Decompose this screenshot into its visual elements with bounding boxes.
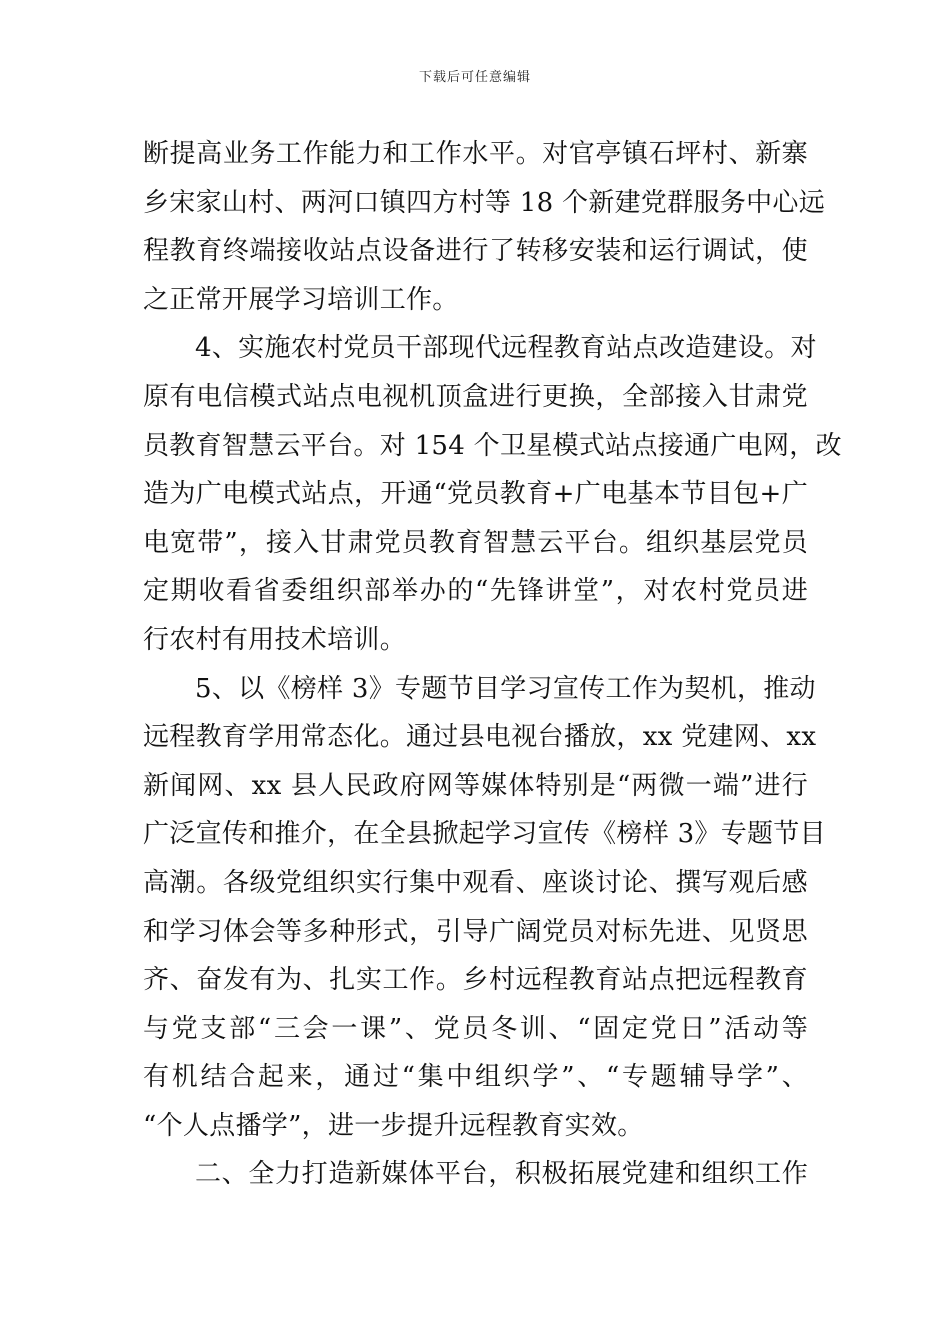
text-line: 新闻网、xx 县人民政府网等媒体特别是“两微一端”进行 — [143, 770, 808, 801]
text-line: 原有电信模式站点电视机顶盒进行更换，全部接入甘肃党 — [143, 381, 808, 412]
text-line: 和学习体会等多种形式，引导广阔党员对标先进、见贤思 — [143, 916, 808, 947]
text-line: 定期收看省委组织部举办的“先锋讲堂”，对农村党员进 — [143, 576, 808, 607]
paragraph — [143, 130, 826, 324]
text-line: 远程教育学用常态化。通过县电视台播放，xx 党建网、xx — [143, 722, 817, 753]
text-line: 广泛宣传和推介，在全县掀起学习宣传《榜样 3》专题节目 — [143, 819, 826, 850]
text-line: 高潮。各级党组织实行集中观看、座谈讨论、撰写观后感 — [143, 867, 808, 898]
text-line: 之正常开展学习培训工作。 — [143, 284, 459, 315]
page-header: 下载后可任意编辑 — [418, 70, 531, 85]
text-line: 二、全力打造新媒体平台，积极拓展党建和组织工作 — [195, 1159, 808, 1190]
text-line: 4、实施农村党员干部现代远程教育站点改造建设。对 — [195, 333, 817, 364]
paragraph — [143, 1150, 808, 1199]
text-line: 造为广电模式站点，开通“党员教育+广电基本节目包+广 — [143, 479, 808, 510]
text-line: 乡宋家山村、两河口镇四方村等 18 个新建党群服务中心远 — [143, 187, 826, 218]
text-line: 行农村有用技术培训。 — [143, 624, 407, 655]
text-line: “个人点播学”，进一步提升远程教育实效。 — [143, 1110, 644, 1141]
text-line: 电宽带”，接入甘肃党员教育智慧云平台。组织基层党员 — [143, 527, 808, 558]
text-line: 有机结合起来，通过“集中组织学”、“专题辅导学”、 — [143, 1062, 808, 1093]
text-line: 程教育终端接收站点设备进行了转移安装和运行调试，使 — [143, 236, 808, 267]
paragraph — [143, 324, 842, 664]
text-line: 断提高业务工作能力和工作水平。对官亭镇石坪村、新寨 — [143, 139, 808, 169]
text-line: 齐、奋发有为、扎实工作。乡村远程教育站点把远程教育 — [143, 965, 808, 996]
document-body — [143, 130, 842, 1199]
paragraph — [143, 665, 826, 1151]
text-line: 5、以《榜样 3》专题节目学习宣传工作为契机，推动 — [195, 673, 816, 704]
text-line: 与党支部“三会一课”、党员冬训、“固定党日”活动等 — [143, 1013, 808, 1044]
text-line: 员教育智慧云平台。对 154 个卫星模式站点接通广电网，改 — [143, 430, 842, 461]
